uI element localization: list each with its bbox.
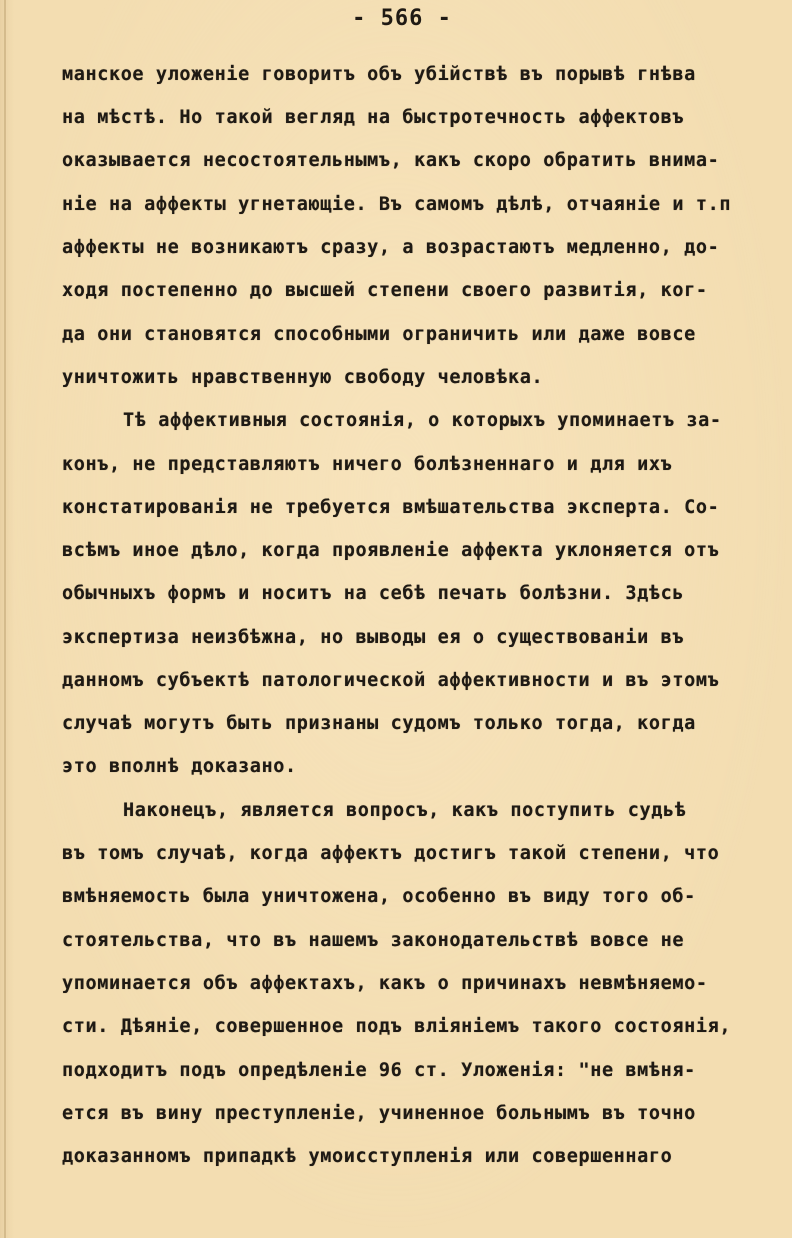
text-line: это вполнѣ доказано. xyxy=(62,756,297,777)
text-line: стоятельства, что въ нашемъ законодательствѣ вовсе не xyxy=(62,930,685,951)
text-line: подходитъ подъ опредѣленiе 96 ст. Уложенiя: "не вмѣня- xyxy=(62,1060,696,1081)
text-line: ходя постепенно до высшей степени своего развитiя, ког- xyxy=(62,280,708,301)
text-line: экспертиза неизбѣжна, но выводы ея о существованiи въ xyxy=(62,627,685,648)
text-line: на мѣстѣ. Но такой вегляд на быстротечность аффектовъ xyxy=(62,107,685,128)
text-line: доказанномъ припадкѣ умоисступленiя или совершеннаго xyxy=(62,1146,673,1167)
text-line: ется въ вину преступленiе, учиненное больнымъ въ точно xyxy=(62,1103,696,1124)
text-line: конъ, не представляютъ ничего болѣзненнаго и для ихъ xyxy=(62,454,673,475)
text-line: случаѣ могутъ быть признаны судомъ только тогда, когда xyxy=(62,713,696,734)
text-line: манское уложенiе говоритъ объ убiйствѣ въ порывѣ гнѣва xyxy=(62,64,696,85)
text-line: данномъ субъектѣ патологической аффективности и въ этомъ xyxy=(62,670,720,691)
paragraph-first-line: Тѣ аффективныя состоянiя, о которыхъ упоминаетъ за- xyxy=(123,410,722,431)
text-line: упоминается объ аффектахъ, какъ о причинахъ невмѣняемо- xyxy=(62,973,708,994)
text-line: вмѣняемость была уничтожена, особенно въ виду того об- xyxy=(62,886,696,907)
text-line: въ томъ случаѣ, когда аффектъ достигъ такой степени, что xyxy=(62,843,720,864)
text-line: констатированiя не требуется вмѣшательства эксперта. Со- xyxy=(62,497,720,518)
page-number: - 566 - xyxy=(352,6,452,31)
text-line: оказывается несостоятельнымъ, какъ скоро обратить внима- xyxy=(62,150,720,171)
paragraph-first-line: Наконецъ, является вопросъ, какъ поступить судьѣ xyxy=(123,800,687,821)
page-edge-shadow xyxy=(4,0,6,1238)
text-line: сти. Дѣянiе, совершенное подъ влiянiемъ такого состоянiя, xyxy=(62,1016,732,1037)
text-line: аффекты не возникаютъ сразу, а возрастаютъ медленно, до- xyxy=(62,237,720,258)
text-line: нiе на аффекты угнетающiе. Въ самомъ дѣлѣ, отчаянiе и т.п xyxy=(62,194,732,215)
text-line: обычныхъ формъ и носитъ на себѣ печать болѣзни. Здѣсь xyxy=(62,583,685,604)
text-line: да они становятся способными ограничить или даже вовсе xyxy=(62,324,696,345)
text-line: уничтожить нравственную свободу человѣка. xyxy=(62,367,544,388)
text-line: всѣмъ иное дѣло, когда проявленiе аффекта уклоняется отъ xyxy=(62,540,720,561)
